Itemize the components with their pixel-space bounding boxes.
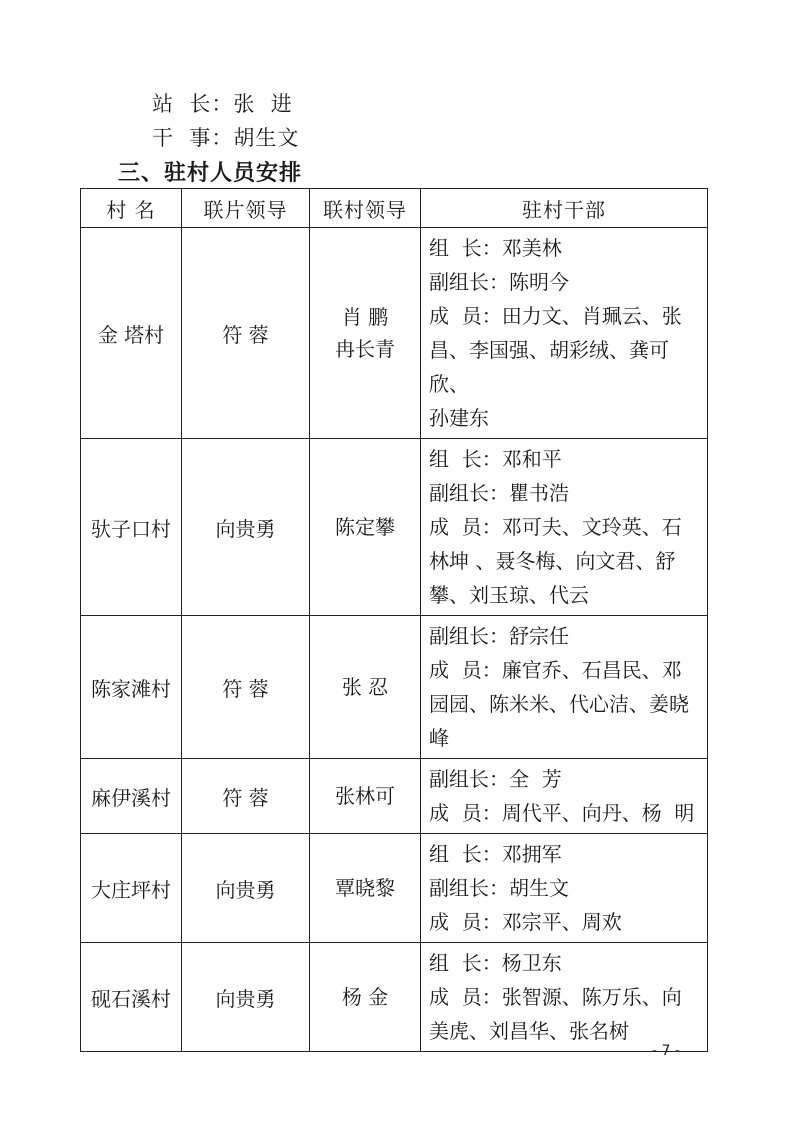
area-leader-cell: 符 蓉 xyxy=(182,228,310,439)
area-leader-cell: 符 蓉 xyxy=(182,759,310,834)
village-name-cell: 金 塔村 xyxy=(81,228,182,439)
table-body xyxy=(81,228,708,1052)
cadre-line: 副组长：胡生文 xyxy=(429,876,569,900)
staff-officer-line: 干 事：胡生文 xyxy=(152,126,300,150)
village-name-cell: 大庄坪村 xyxy=(81,834,182,943)
cadre-line: 成 员：廉官乔、石昌民、邓 xyxy=(429,658,682,682)
village-leader-cell xyxy=(310,616,421,759)
cadre-line: 副组长：瞿书浩 xyxy=(429,481,569,505)
header-area-leader: 联片领导 xyxy=(182,189,310,228)
village-name-cell: 驮子口村 xyxy=(81,439,182,616)
village-staffing-table xyxy=(80,188,708,1052)
area-leader-cell: 符 蓉 xyxy=(182,616,310,759)
cadre-line: 攀、刘玉琼、代云 xyxy=(429,583,589,607)
village-leader-name: 覃晓黎 xyxy=(335,876,395,900)
village-name-cell: 砚石溪村 xyxy=(81,943,182,1052)
table-row xyxy=(81,439,708,616)
cadre-line: 孙建东 xyxy=(429,406,489,430)
village-leader-name: 肖 鹏 xyxy=(341,305,389,329)
village-leader-cell xyxy=(310,228,421,439)
resident-cadres-cell xyxy=(421,616,708,759)
cadre-line: 成 员：邓可夫、文玲英、石 xyxy=(429,515,682,539)
village-leader-name: 冉长青 xyxy=(335,337,395,361)
village-leader-name: 张林可 xyxy=(335,784,395,808)
cadre-line: 美虎、刘昌华、张名树 xyxy=(429,1019,629,1043)
cadre-line: 组 长：邓美林 xyxy=(429,236,562,260)
village-leader-cell xyxy=(310,439,421,616)
area-leader-cell: 向贵勇 xyxy=(182,943,310,1052)
cadre-line: 组 长：邓拥军 xyxy=(429,842,562,866)
village-leader-name: 杨 金 xyxy=(341,985,389,1009)
resident-cadres-cell xyxy=(421,759,708,834)
header-village-leader: 联村领导 xyxy=(310,189,421,228)
cadre-line: 园园、陈米米、代心洁、姜晓 xyxy=(429,692,689,716)
village-leader-cell xyxy=(310,943,421,1052)
resident-cadres-cell xyxy=(421,439,708,616)
table-row xyxy=(81,759,708,834)
area-leader-cell: 向贵勇 xyxy=(182,834,310,943)
cadre-line: 林坤 、聂冬梅、向文君、舒 xyxy=(429,549,676,573)
header-village-name: 村 名 xyxy=(81,189,182,228)
cadre-line: 成 员：邓宗平、周欢 xyxy=(429,910,622,934)
cadre-line: 成 员：周代平、向丹、杨 明 xyxy=(429,801,695,825)
cadre-line: 成 员：张智源、陈万乐、向 xyxy=(429,985,682,1009)
header-resident-cadres: 驻村干部 xyxy=(421,189,708,228)
cadre-line: 组 长：杨卫东 xyxy=(429,951,562,975)
table-row xyxy=(81,834,708,943)
village-leader-cell xyxy=(310,759,421,834)
cadre-line: 副组长：陈明今 xyxy=(429,270,569,294)
village-leader-name: 张 忍 xyxy=(341,675,389,699)
cadre-line: 副组长：全 芳 xyxy=(429,767,562,791)
resident-cadres-cell xyxy=(421,228,708,439)
village-name-cell: 陈家滩村 xyxy=(81,616,182,759)
page-number: - 7 - xyxy=(652,1043,680,1059)
table-row xyxy=(81,616,708,759)
village-name-cell: 麻伊溪村 xyxy=(81,759,182,834)
cadre-line: 峰 xyxy=(429,726,449,750)
table-row xyxy=(81,943,708,1052)
cadre-line: 组 长：邓和平 xyxy=(429,447,562,471)
section-heading: 三、驻村人员安排 xyxy=(118,161,303,186)
area-leader-cell: 向贵勇 xyxy=(182,439,310,616)
village-leader-cell xyxy=(310,834,421,943)
cadre-line: 成 员：田力文、肖珮云、张 xyxy=(429,304,682,328)
station-chief-line: 站 长：张 进 xyxy=(152,92,293,116)
cadre-line: 昌、李国强、胡彩绒、龚可欣、 xyxy=(429,338,669,396)
cadre-line: 副组长：舒宗任 xyxy=(429,624,569,648)
resident-cadres-cell xyxy=(421,834,708,943)
table-header-row xyxy=(81,189,708,228)
resident-cadres-cell xyxy=(421,943,708,1052)
village-leader-name: 陈定攀 xyxy=(335,515,395,539)
table-row xyxy=(81,228,708,439)
